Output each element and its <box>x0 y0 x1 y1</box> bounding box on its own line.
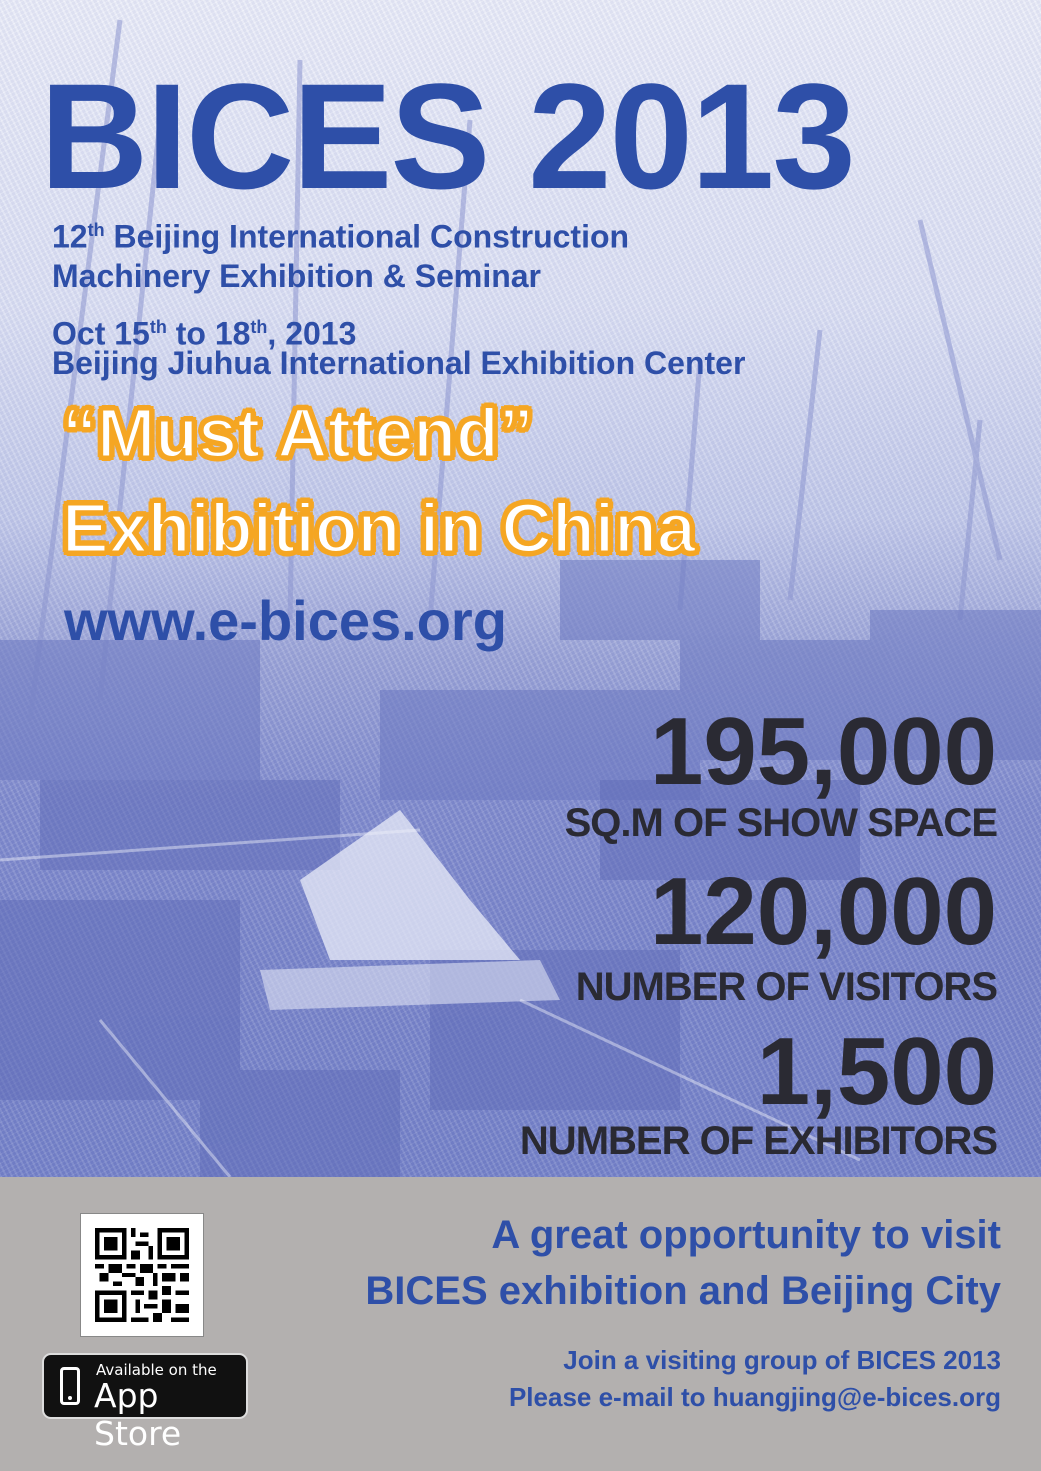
qr-code-icon[interactable] <box>80 1213 204 1337</box>
slogan-line2: Exhibition in China <box>62 489 696 567</box>
date-start: Oct 15 <box>52 315 150 352</box>
stat-visitors-label: NUMBER OF VISITORS <box>575 965 997 1009</box>
footer-panel <box>0 1177 1041 1471</box>
date-start-ordinal: th <box>149 317 167 337</box>
event-title: BICES 2013 <box>40 52 854 220</box>
edition-ordinal: th <box>87 220 105 240</box>
date-year: , 2013 <box>267 315 357 352</box>
date-end-ordinal: th <box>250 317 268 337</box>
stat-exhibitors-label: NUMBER OF EXHIBITORS <box>519 1119 997 1163</box>
stat-exhibitors-value: 1,500 <box>756 1018 997 1125</box>
date-end: to 18 <box>166 315 251 352</box>
event-name-part1: Beijing International Construction <box>104 218 630 255</box>
edition-number: 12 <box>52 218 88 255</box>
stat-show-space-label: SQ.M OF SHOW SPACE <box>564 801 997 845</box>
website-link[interactable]: www.e-bices.org <box>64 589 507 652</box>
appstore-big-text: App Store <box>94 1376 182 1453</box>
appstore-small-text: Available on the <box>96 1361 217 1379</box>
edition-line <box>52 210 629 257</box>
slogan-line1: “Must Attend” <box>62 394 534 472</box>
stat-visitors-value: 120,000 <box>649 858 997 965</box>
phone-icon <box>60 1367 80 1405</box>
event-name-part2: Machinery Exhibition & Seminar <box>52 258 541 294</box>
event-venue: Beijing Jiuhua International Exhibition Center <box>52 345 746 381</box>
app-store-badge[interactable] <box>42 1353 248 1453</box>
contact-email[interactable]: Please e-mail to huangjing@e-bices.org <box>508 1382 1001 1412</box>
stat-show-space-value: 195,000 <box>649 698 997 805</box>
join-group-text: Join a visiting group of BICES 2013 <box>563 1345 1001 1375</box>
promo-line1: A great opportunity to visit <box>491 1213 1001 1257</box>
promo-line2: BICES exhibition and Beijing City <box>365 1269 1001 1313</box>
